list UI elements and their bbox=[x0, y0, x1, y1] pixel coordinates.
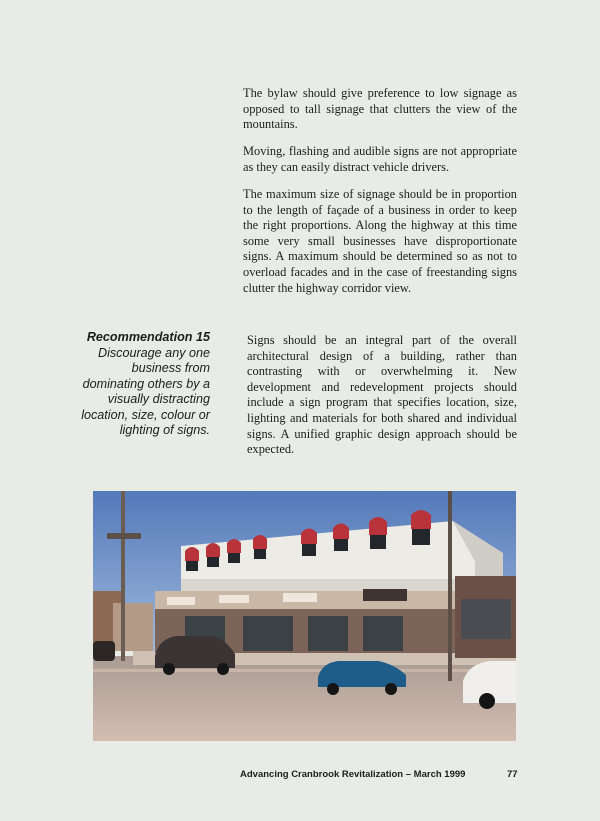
recommendation-text: Discourage any one business from dominating others by a visually distracting location, size, colour or lighting of signs. bbox=[81, 345, 210, 437]
paragraph-maximum-size bbox=[243, 187, 517, 296]
paragraph-text: Signs should be an integral part of the overall architectural design of a building, rather than contrasting with or overwhelming it. New development and redevelopment projects should include a sign program that specifies location, size, lighting and materials for both shared and individual signs. A unified graphic design approach should be expected. bbox=[247, 333, 517, 457]
page-number: 77 bbox=[507, 769, 518, 780]
paragraph-text: The maximum size of signage should be in proportion to the length of façade of a business in order to keep the right proportions. Along the highway at this time some very small businesses have disproportionate signs. A maximum should be determined so as not to overload facades and in the case of freestanding signs clutter the highway corridor view. bbox=[243, 187, 517, 295]
storefront-photo bbox=[93, 491, 516, 741]
paragraph-low-signage bbox=[243, 86, 517, 133]
footer-title: Advancing Cranbrook Revitalization – March 1999 bbox=[240, 769, 466, 780]
paragraph-moving-signs bbox=[243, 144, 517, 175]
recommendation-sidebar bbox=[75, 330, 210, 439]
recommendation-title: Recommendation 15 bbox=[86, 330, 210, 344]
paragraph-text: Moving, flashing and audible signs are not appropriate as they can easily distract vehicle drivers. bbox=[243, 144, 517, 174]
paragraph-text: The bylaw should give preference to low signage as opposed to tall signage that clutters the view of the mountains. bbox=[243, 86, 517, 132]
paragraph-integral-signs bbox=[247, 333, 517, 458]
storefront-photo-illustration bbox=[93, 491, 516, 741]
